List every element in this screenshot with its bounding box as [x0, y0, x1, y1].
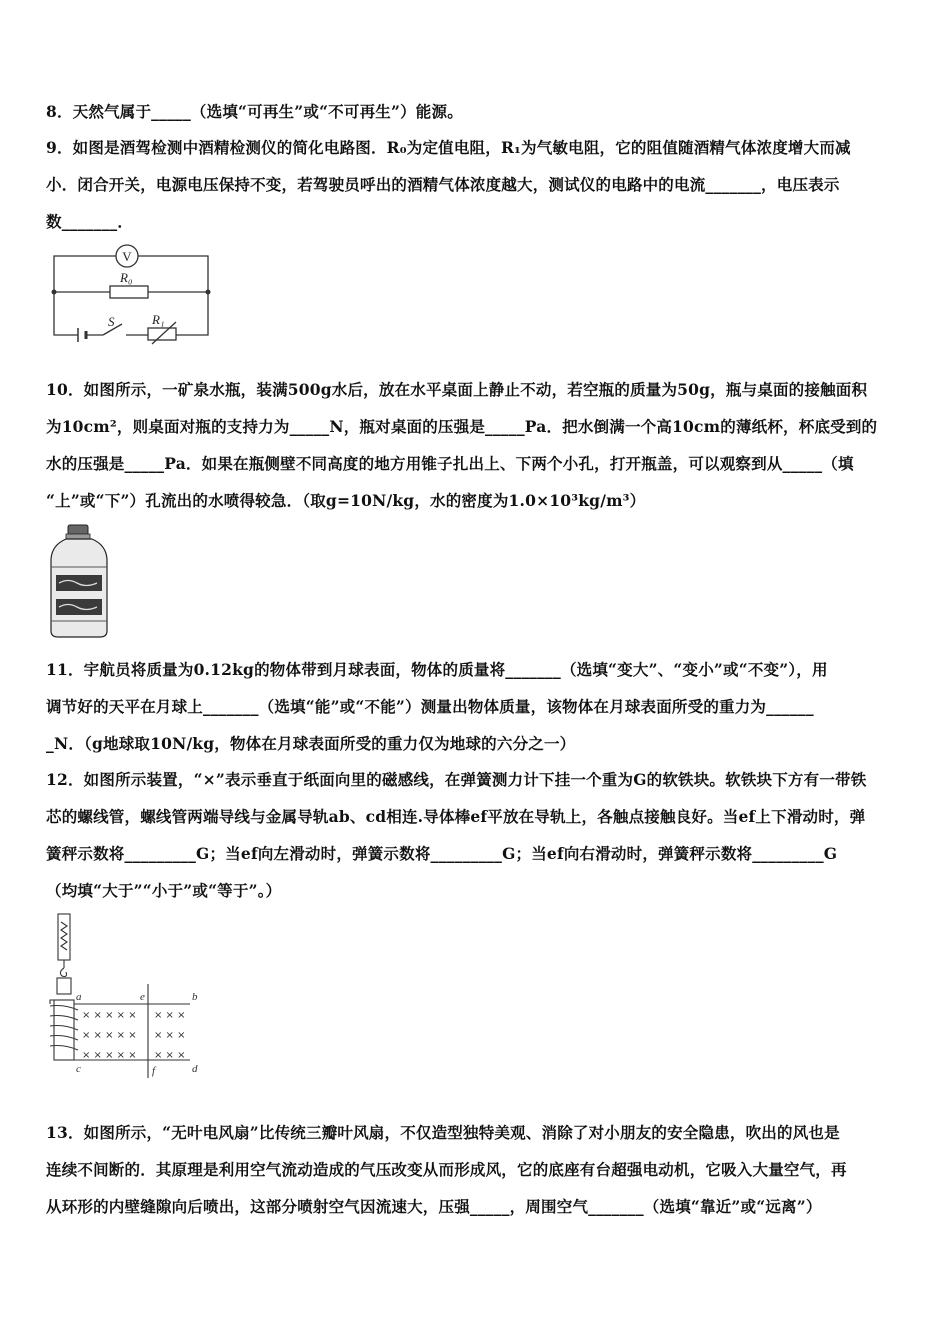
- q10-line-1: 10．如图所示，一矿泉水瓶，装满500g水后，放在水平桌面上静止不动，若空瓶的质量为50g，瓶与桌面的接触面积: [46, 380, 868, 399]
- q10-line-4: “上”或“下”）孔流出的水喷得较急．（取g=10N/kg，水的密度为1.0×10³kg/m³）: [46, 491, 646, 510]
- q11-line-1: 11．宇航员将质量为0.12kg的物体带到月球表面，物体的质量将_______（选填“变大”、“变小”或“不变”），用: [46, 660, 828, 679]
- q12-line-3: 簧秤示数将_________G；当ef向左滑动时，弹簧示数将_________G；当ef向右滑动时，弹簧秤示数将_________G: [46, 844, 838, 863]
- q11-line-2: 调节好的天平在月球上_______（选填“能”或“不能”）测量出物体质量，该物体在月球表面所受的重力为______: [46, 697, 814, 716]
- label-c: c: [76, 1063, 81, 1075]
- svg-text:× × ×: × × ×: [154, 1010, 186, 1021]
- q13-line-2: 连续不间断的．其原理是利用空气流动造成的气压改变从而形成风，它的底座有台超强电动机，它吸入大量空气，再: [46, 1160, 847, 1179]
- q12-line-4: （均填“大于”“小于”或“等于”。）: [46, 881, 282, 900]
- r0-label: R₀: [120, 270, 133, 285]
- q10-line-2: 为10cm²，则桌面对瓶的支持力为_____N，瓶对桌面的压强是_____Pa．把水倒满一个高10cm的薄纸杯，杯底受到的: [46, 417, 878, 436]
- label-d: d: [192, 1063, 198, 1075]
- svg-text:× × ×: × × ×: [154, 1030, 186, 1041]
- q13-line-1: 13．如图所示，“无叶电风扇”比传统三瓣叶风扇，不仅造型独特美观、消除了对小朋友的安全隐患，吹出的风也是: [46, 1123, 840, 1142]
- label-a: a: [76, 991, 82, 1003]
- voltmeter-label: V: [122, 249, 132, 264]
- q12-line-2: 芯的螺线管，螺线管两端导线与金属导轨ab、cd相连.导体棒ef平放在导轨上，各触点接触良好。当ef上下滑动时，弹: [46, 807, 866, 826]
- svg-text:× × × × ×: × × × × ×: [82, 1030, 137, 1041]
- r1-label: R₁: [152, 312, 165, 327]
- q8-line-1: 8．天然气属于_____（选填“可再生”或“不可再生”）能源。: [46, 102, 463, 121]
- q9-line-2: 小．闭合开关，电源电压保持不变，若驾驶员呼出的酒精气体浓度越大，测试仪的电路中的电流_______，电压表示: [46, 175, 840, 194]
- label-f: f: [152, 1065, 156, 1077]
- q9-line-3: 数_______．: [46, 212, 134, 231]
- water-bottle-figure: [46, 523, 112, 641]
- circuit-diagram-figure: [48, 240, 218, 345]
- svg-text:× × × × ×: × × × × ×: [82, 1050, 137, 1061]
- label-e: e: [140, 991, 145, 1003]
- svg-text:× × × × ×: × × × × ×: [82, 1010, 137, 1021]
- q9-line-1: 9．如图是酒驾检测中酒精检测仪的简化电路图．R₀为定值电阻，R₁为气敏电阻，它的阻值随酒精气体浓度增大而减: [46, 138, 851, 157]
- label-b: b: [192, 991, 198, 1003]
- q11-line-3: _N．（g地球取10N/kg，物体在月球表面所受的重力仅为地球的六分之一）: [46, 734, 576, 753]
- switch-label: S: [108, 314, 115, 329]
- q12-line-1: 12．如图所示装置，“×”表示垂直于纸面向里的磁感线，在弹簧测力计下挂一个重为G的软铁块。软铁块下方有一带铁: [46, 770, 867, 789]
- q10-line-3: 水的压强是_____Pa．如果在瓶侧壁不同高度的地方用锥子扎出上、下两个小孔，打开瓶盖，可以观察到从_____（填: [46, 454, 854, 473]
- q13-line-3: 从环形的内壁缝隙向后喷出，这部分喷射空气因流速大，压强_____，周围空气_______（选填“靠近”或“远离”）: [46, 1197, 822, 1216]
- electromagnet-figure: [44, 912, 214, 1082]
- svg-text:× × ×: × × ×: [154, 1050, 186, 1061]
